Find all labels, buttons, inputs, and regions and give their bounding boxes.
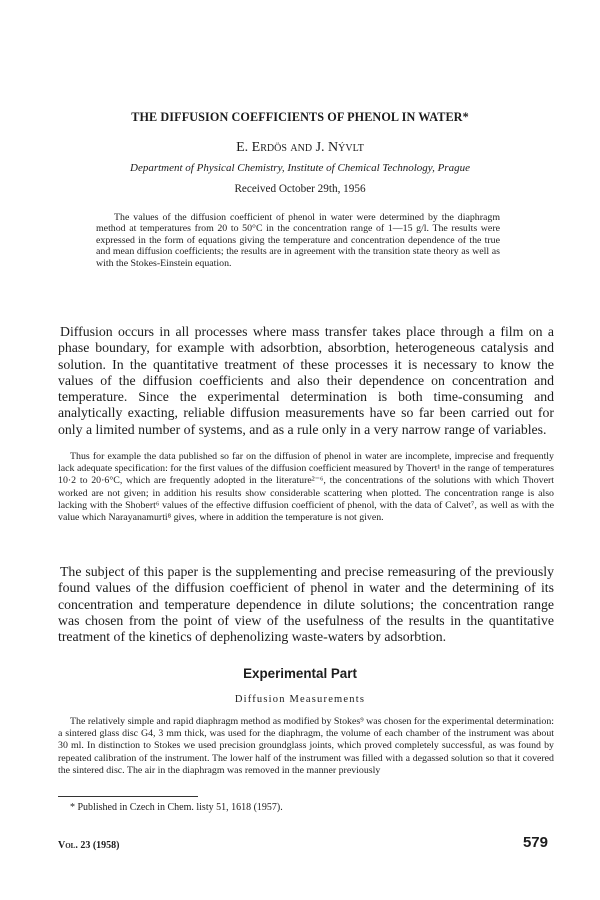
volume-info: Vol. 23 (1958) (58, 840, 120, 851)
method-paragraph: The relatively simple and rapid diaphragm method as modified by Stokes⁹ was chosen for the experimental determination: a sintered glass disc G4, 3 mm thick, was used for the diaphragm, the volume of each chamber of the instrument was about 30 ml. In distinction to Stokes we used precision groundglass joints, which proved completely successful, as was found by repeated calibration of the instrument. The lower half of the instrument was filled with a degassed solution so that it covered the sintered disc. The air in the diaphragm was removed in the manner previously (58, 716, 554, 776)
abstract: The values of the diffusion coefficient of phenol in water were determined by the diaphragm method at temperatures from 20 to 50°C in the concentration range of 1—15 g/l. The results were expressed in the form of equations giving the temperature and concentration dependence of the true and mean diffusion coefficients; the results are in agreement with the transition state theory as well as with the Stokes-Einstein equation. (96, 212, 500, 269)
footnote-divider (58, 796, 198, 797)
authors: E. Erdös and J. Nývlt (236, 140, 364, 155)
affiliation: Department of Physical Chemistry, Institute of Chemical Technology, Prague (130, 162, 470, 174)
footnote: * Published in Czech in Chem. listy 51, 1618 (1957). (70, 802, 283, 813)
intro-paragraph: Diffusion occurs in all processes where mass transfer takes place through a film on a phase boundary, for example with adsorbtion, absorbtion, heterogeneous catalysis and solution. In the quantitative treatment of these processes it is necessary to know the values of the diffusion coefficients and also their dependence on concentration and temperature. Since the experimental determination is both time-consuming and analytically exacting, reliable diffusion measurements have so far been carried out for only a limited number of systems, and as a rule only in a very narrow range of variables. (58, 324, 554, 437)
paper-title: THE DIFFUSION COEFFICIENTS OF PHENOL IN WATER* (131, 110, 469, 124)
subsection-title: Diffusion Measurements (234, 694, 366, 705)
section-title: Experimental Part (243, 666, 357, 681)
subject-paragraph: The subject of this paper is the supplementing and precise remeasuring of the previously found values of the diffusion coefficient of phenol in water and the determining of its concentration and temperature dependence in dilute solutions; the concentration range was chosen from the point of view of the usefulness of the results in the quantitative treatment of the kinetics of dephenolizing waste-waters by adsorbtion. (58, 564, 554, 645)
page-number: 579 (522, 834, 548, 851)
received-date: Received October 29th, 1956 (234, 183, 366, 195)
literature-paragraph: Thus for example the data published so far on the diffusion of phenol in water are incomplete, imprecise and frequently lack adequate specification: for the first values of the diffusion coefficient measured by Thovert¹ in the range of temperatures 10·2 to 20·6°C, which are frequently adopted in the literature²⁻⁶, the concentrations of the solutions with which Thovert worked are not given; in addition his results show considerable scattering when plotted. The concentration range is also lacking with the Shobert⁶ values of the effective diffusion coefficient of phenol, with the data of Calvet⁷, as well as with the value which Narayanamurti⁸ gives, where in addition the temperature is not given. (58, 451, 554, 524)
